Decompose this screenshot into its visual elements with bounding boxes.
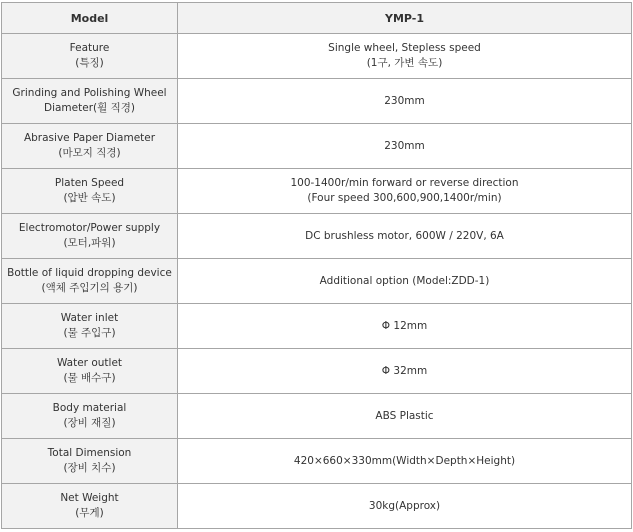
net-weight-value: 30kg(Approx) (178, 484, 632, 529)
wheel-diameter-label (2, 79, 178, 124)
spec-table-body (2, 34, 632, 529)
table-row-liquid-bottle (2, 259, 632, 304)
power-label-ko: (모터,파워) (63, 237, 116, 249)
net-weight-label (2, 484, 178, 529)
paper-diameter-value: 230mm (178, 124, 632, 169)
body-material-label-ko: (장비 재질) (63, 417, 116, 429)
platen-speed-value-line1: 100-1400r/min forward or reverse direction (290, 177, 519, 189)
power-label (2, 214, 178, 259)
feature-value-en: Single wheel, Stepless speed (328, 42, 481, 54)
liquid-bottle-value: Additional option (Model:ZDD-1) (178, 259, 632, 304)
power-label-en: Electromotor/Power supply (18, 222, 161, 234)
dimension-label-ko: (장비 치수) (63, 462, 116, 474)
platen-speed-label-ko: (압반 속도) (63, 192, 116, 204)
table-row-power (2, 214, 632, 259)
body-material-value: ABS Plastic (178, 394, 632, 439)
dimension-label (2, 439, 178, 484)
table-row-paper-diameter (2, 124, 632, 169)
table-row-dimension (2, 439, 632, 484)
table-row-net-weight (2, 484, 632, 529)
dimension-label-en: Total Dimension (47, 447, 132, 459)
platen-speed-value-line2: (Four speed 300,600,900,1400r/min) (307, 192, 502, 204)
body-material-label (2, 394, 178, 439)
wheel-diameter-label-line1: Grinding and Polishing Wheel (12, 87, 167, 99)
water-inlet-label-en: Water inlet (60, 312, 119, 324)
feature-value (178, 34, 632, 79)
table-row-wheel-diameter (2, 79, 632, 124)
table-row-platen-speed (2, 169, 632, 214)
water-outlet-value: Φ 32mm (178, 349, 632, 394)
table-row-body-material (2, 394, 632, 439)
table-row-water-inlet (2, 304, 632, 349)
paper-diameter-label (2, 124, 178, 169)
table-row-water-outlet (2, 349, 632, 394)
model-header-label: Model (2, 3, 178, 34)
paper-diameter-label-en: Abrasive Paper Diameter (23, 132, 156, 144)
net-weight-label-ko: (무게) (75, 507, 104, 519)
feature-value-ko: (1구, 가변 속도) (366, 57, 443, 69)
spec-table (1, 2, 632, 529)
liquid-bottle-label (2, 259, 178, 304)
wheel-diameter-value: 230mm (178, 79, 632, 124)
water-outlet-label (2, 349, 178, 394)
header-row (2, 3, 632, 34)
spec-table-header (2, 3, 632, 34)
dimension-value: 420×660×330mm(Width×Depth×Height) (178, 439, 632, 484)
body-material-label-en: Body material (52, 402, 127, 414)
liquid-bottle-label-ko: (액체 주입기의 용기) (41, 282, 138, 294)
water-inlet-label-ko: (물 주입구) (63, 327, 116, 339)
water-inlet-value: Φ 12mm (178, 304, 632, 349)
power-value: DC brushless motor, 600W / 220V, 6A (178, 214, 632, 259)
platen-speed-value (178, 169, 632, 214)
paper-diameter-label-ko: (마모지 직경) (58, 147, 121, 159)
net-weight-label-en: Net Weight (60, 492, 119, 504)
wheel-diameter-label-line2: Diameter(휠 직경) (44, 102, 135, 114)
water-outlet-label-en: Water outlet (56, 357, 123, 369)
table-row-feature (2, 34, 632, 79)
water-outlet-label-ko: (물 배수구) (63, 372, 116, 384)
liquid-bottle-label-en: Bottle of liquid dropping device (7, 267, 172, 279)
feature-label-en: Feature (69, 42, 110, 54)
model-header-value: YMP-1 (178, 3, 632, 34)
platen-speed-label (2, 169, 178, 214)
water-inlet-label (2, 304, 178, 349)
feature-label (2, 34, 178, 79)
feature-label-ko: (특징) (75, 57, 104, 69)
platen-speed-label-en: Platen Speed (54, 177, 125, 189)
